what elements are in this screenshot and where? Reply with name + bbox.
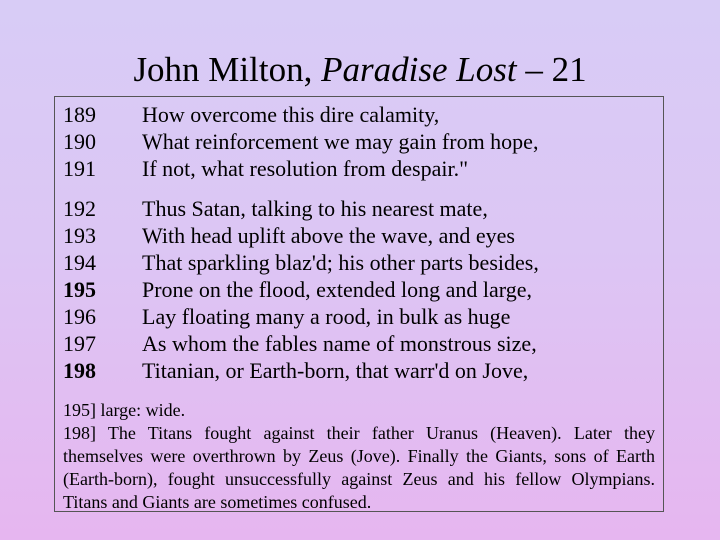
verse-line bbox=[55, 276, 663, 303]
verse-line bbox=[55, 128, 663, 155]
verse-text: How overcome this dire calamity, bbox=[142, 102, 440, 127]
verse-line bbox=[55, 249, 663, 276]
line-number: 196 bbox=[63, 304, 96, 329]
line-number: 197 bbox=[63, 331, 96, 356]
verse-line bbox=[55, 195, 663, 222]
verse-text: What reinforcement we may gain from hope, bbox=[142, 129, 539, 154]
verse-text: Prone on the flood, extended long and large, bbox=[142, 277, 532, 302]
verse-text: As whom the fables name of monstrous size, bbox=[142, 331, 537, 356]
line-number: 189 bbox=[63, 102, 96, 127]
verse-line bbox=[55, 330, 663, 357]
title-author: John Milton, bbox=[133, 50, 313, 89]
footnote-ref: 198 bbox=[63, 423, 90, 443]
verse-line bbox=[55, 303, 663, 330]
verse-text: That sparkling blaz'd; his other parts besides, bbox=[142, 250, 539, 275]
verse-line bbox=[55, 101, 663, 128]
verse-text: Thus Satan, talking to his nearest mate, bbox=[142, 196, 488, 221]
line-number: 190 bbox=[63, 129, 96, 154]
footnotes bbox=[63, 399, 655, 514]
footnote bbox=[63, 399, 655, 422]
line-number: 193 bbox=[63, 223, 96, 248]
title-work: Paradise Lost bbox=[321, 50, 517, 89]
verse-line bbox=[55, 222, 663, 249]
stanza-2 bbox=[55, 195, 663, 384]
footnote-ref: 195 bbox=[63, 400, 90, 420]
verse-line bbox=[55, 155, 663, 182]
line-number: 198 bbox=[63, 358, 96, 383]
stanza-1 bbox=[55, 101, 663, 182]
verse-line bbox=[55, 357, 663, 384]
footnote-text: ] The Titans fought against their father Uranus (Heaven). Later they themselves were overthrown by Zeus (Jove). Finally the Giants, sons of Earth (Earth-born), fought unsuccessfully against Zeus and his fellow Olympians. Titans and Giants are sometimes confused. bbox=[63, 423, 655, 512]
footnote-text: ] large: wide. bbox=[90, 400, 186, 420]
line-number: 192 bbox=[63, 196, 96, 221]
title-suffix: – 21 bbox=[525, 50, 587, 89]
line-number: 195 bbox=[63, 277, 96, 302]
verse-text: Lay floating many a rood, in bulk as huge bbox=[142, 304, 511, 329]
line-number: 194 bbox=[63, 250, 96, 275]
footnote bbox=[63, 422, 655, 514]
text-box bbox=[54, 96, 664, 512]
verse-text: With head uplift above the wave, and eyes bbox=[142, 223, 515, 248]
verse-text: If not, what resolution from despair." bbox=[142, 156, 469, 181]
verse-text: Titanian, or Earth-born, that warr'd on Jove, bbox=[142, 358, 529, 383]
line-number: 191 bbox=[63, 156, 96, 181]
page-title bbox=[0, 48, 720, 92]
